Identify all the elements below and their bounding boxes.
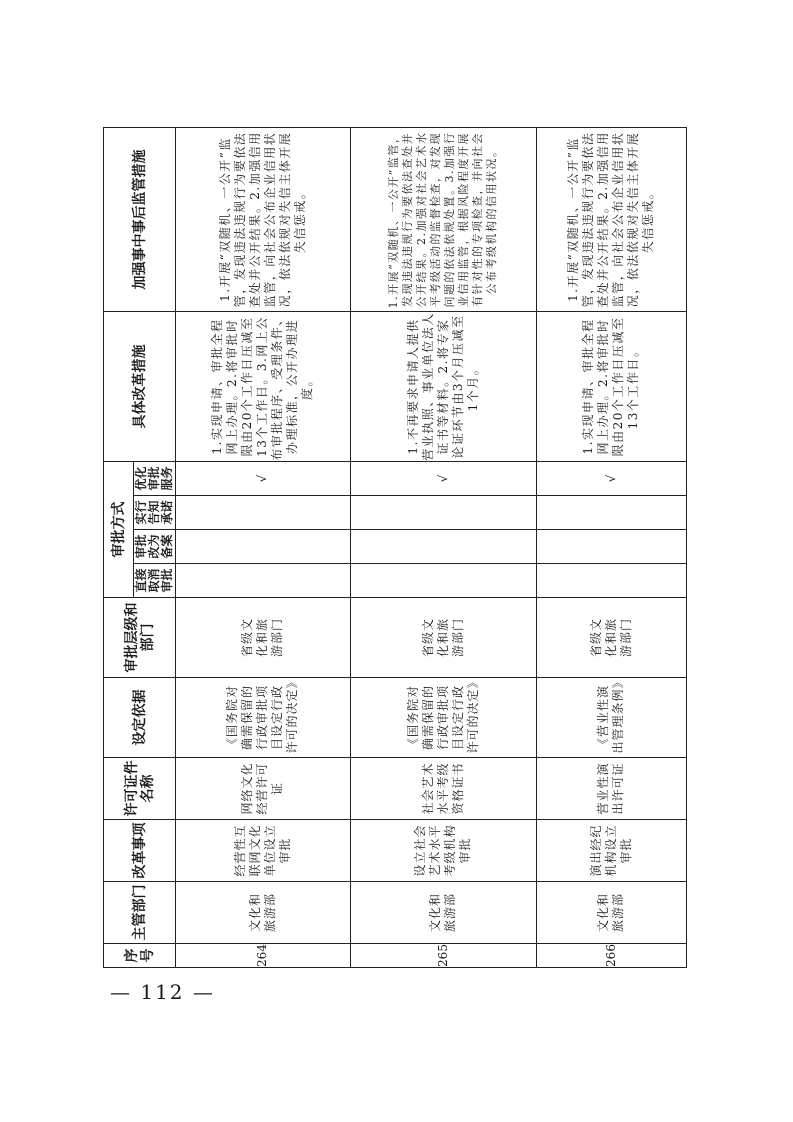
header-seq: 序号	[104, 944, 176, 968]
cell-supervise: 1.开展“双随机、一公开”监管，发现违法违规行为要依法查处并公开结果。2.加强信用监管，向社会公布企业信用状况，依法依规对失信主体开展失信惩戒。	[176, 128, 351, 312]
header-item: 改革事项	[104, 820, 176, 882]
cell-item: 设立社会艺术水平考级机构审批	[350, 820, 536, 882]
cell-measures: 1.实现申请、审批全程网上办理。2.将审批时限由20个工作日压减至13个工作日。3.网上公布审批程序、受理条件、办理标准，公开办理进度。	[176, 312, 351, 462]
cell-license: 网络文化经营许可证	[176, 758, 351, 820]
cell-mode-optimize: √	[350, 462, 536, 496]
cell-dept: 文化和旅游部	[176, 882, 351, 944]
cell-item: 演出经纪机构设立审批	[536, 820, 686, 882]
cell-dept: 文化和旅游部	[350, 882, 536, 944]
rotated-table-wrapper	[103, 128, 687, 968]
cell-mode-optimize: √	[536, 462, 686, 496]
cell-supervise: 1.开展“双随机、一公开”监管，发现违法违规行为要依法查处并公开结果。2.加强对社会艺术水平考级活动的监督检查，对发现问题的依法依规处置。3.加强行业信用监管，根据风险程度开展有针对性的专项检查，并向社会公布考级机构的信用状况。	[350, 128, 536, 312]
cell-measures: 1.实现申请、审批全程网上办理。2.将审批时限由20个工作日压减至13个工作日。	[536, 312, 686, 462]
table-row	[176, 128, 351, 968]
cell-mode-optimize: √	[176, 462, 351, 496]
header-dept: 主管部门	[104, 882, 176, 944]
cell-mode-notify	[350, 496, 536, 530]
header-supervise: 加强事中事后监管措施	[104, 128, 176, 312]
header-mode-optimize: 优化审批服务	[134, 462, 176, 496]
cell-measures: 1.不再要求申请人提供营业执照、事业单位法人证书等材料。2.将专家论证环节由3个月压减至1个月。	[350, 312, 536, 462]
cell-level: 省级文化和旅游部门	[536, 598, 686, 678]
cell-supervise: 1.开展“双随机、一公开”监管，发现违法违规行为要依法查处并公开结果。2.加强信用监管，向社会公布企业信用状况，依法依规对失信主体开展失信惩戒。	[536, 128, 686, 312]
cell-level: 省级文化和旅游部门	[176, 598, 351, 678]
cell-item: 经营性互联网文化单位设立审批	[176, 820, 351, 882]
cell-mode-cancel	[350, 564, 536, 598]
header-mode: 审批方式	[104, 462, 134, 598]
cell-seq: 265	[350, 944, 536, 968]
header-mode-record: 审批改为备案	[134, 530, 176, 564]
cell-license: 营业性演出许可证	[536, 758, 686, 820]
cell-mode-record	[176, 530, 351, 564]
cell-mode-cancel	[176, 564, 351, 598]
table-row	[350, 128, 536, 968]
cell-mode-record	[536, 530, 686, 564]
reform-table	[103, 127, 687, 968]
table-row	[536, 128, 686, 968]
cell-mode-notify	[176, 496, 351, 530]
cell-level: 省级文化和旅游部门	[350, 598, 536, 678]
cell-mode-notify	[536, 496, 686, 530]
cell-seq: 266	[536, 944, 686, 968]
page-number: — 112 —	[110, 980, 215, 1004]
cell-mode-record	[350, 530, 536, 564]
header-basis: 设定依据	[104, 678, 176, 758]
cell-basis: 《营业性演出管理条例》	[536, 678, 686, 758]
header-mode-notify: 实行告知承诺	[134, 496, 176, 530]
cell-seq: 264	[176, 944, 351, 968]
header-measures: 具体改革措施	[104, 312, 176, 462]
cell-dept: 文化和旅游部	[536, 882, 686, 944]
header-mode-cancel: 直接取消审批	[134, 564, 176, 598]
header-license: 许可证件名称	[104, 758, 176, 820]
cell-basis: 《国务院对确需保留的行政审批项目设定行政许可的决定》	[176, 678, 351, 758]
cell-basis: 《国务院对确需保留的行政审批项目设定行政许可的决定》	[350, 678, 536, 758]
cell-mode-cancel	[536, 564, 686, 598]
header-level: 审批层级和部门	[104, 598, 176, 678]
cell-license: 社会艺术水平考级资格证书	[350, 758, 536, 820]
